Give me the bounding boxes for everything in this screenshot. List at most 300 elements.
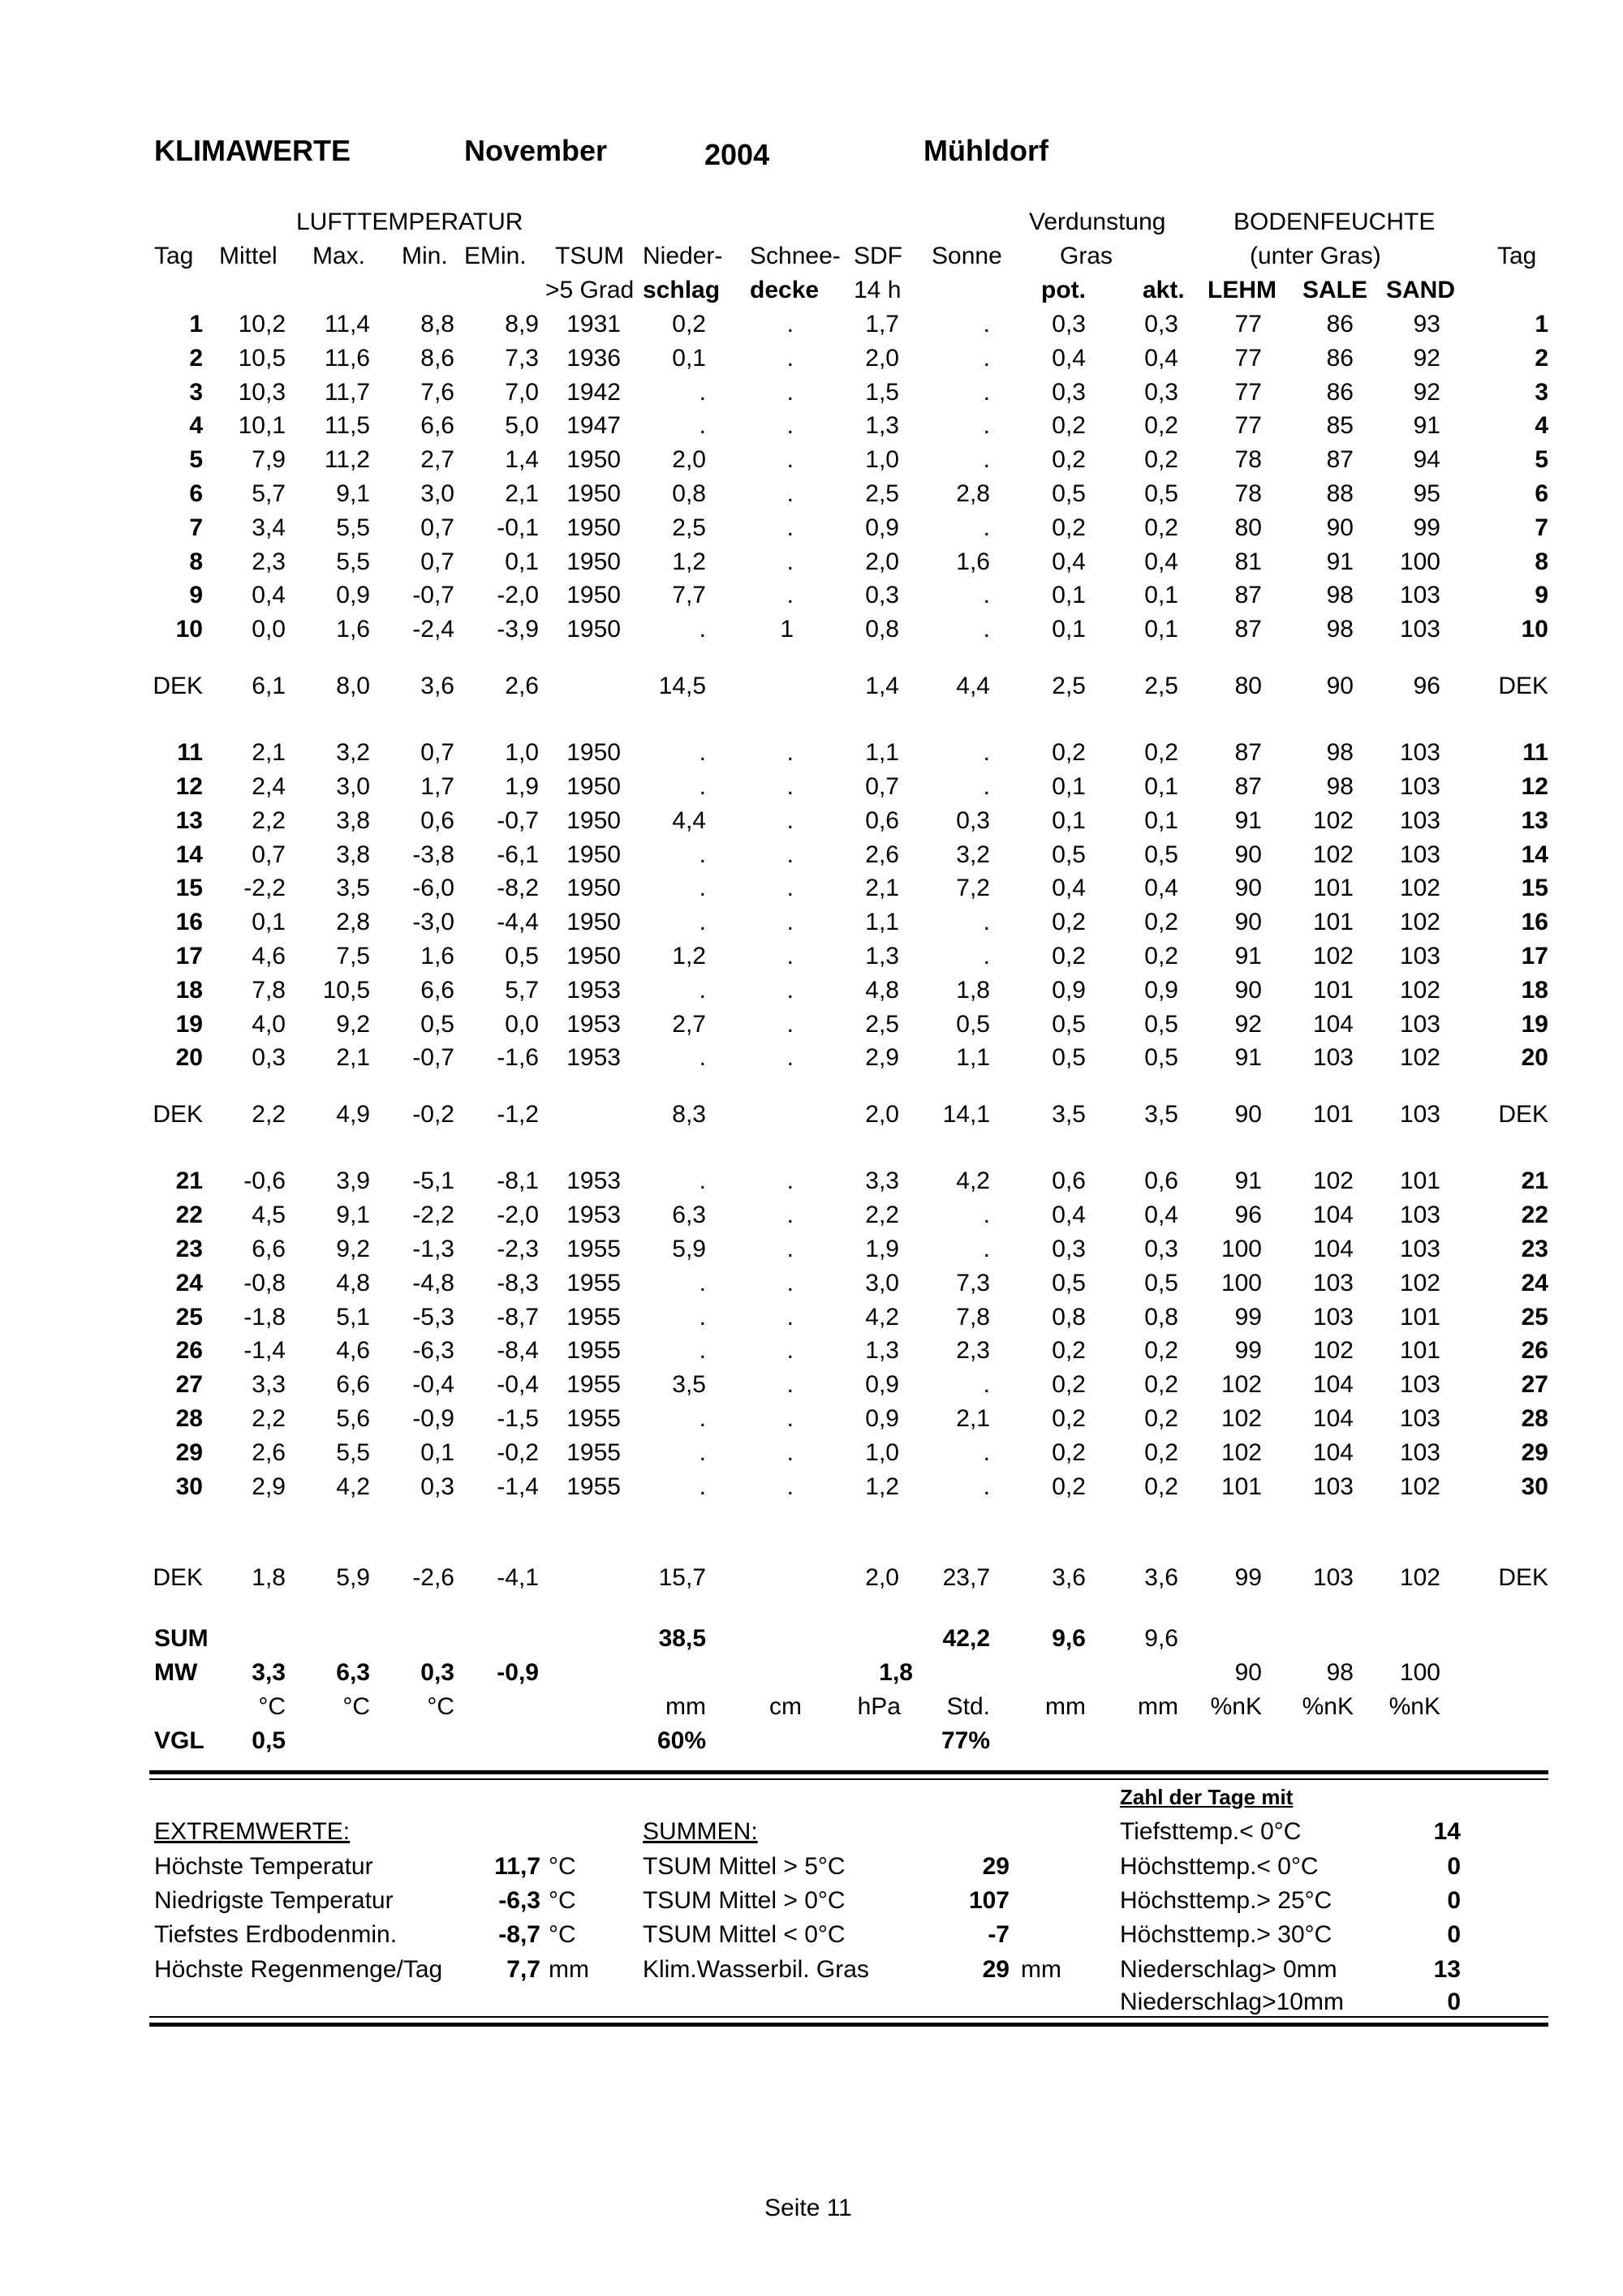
row-cell-max: 4,8: [336, 1269, 370, 1296]
row-cell-jahr: 1950: [566, 739, 621, 767]
mw-max: 6,3: [336, 1659, 370, 1686]
header-schnee: Schnee-: [750, 243, 841, 269]
header-pot: pot.: [1041, 277, 1086, 303]
row-cell-tag: 17: [175, 943, 203, 970]
row-cell-sonne: 2,3: [956, 1337, 990, 1365]
header-gras: Gras: [1060, 243, 1113, 269]
row-cell-lehm: 87: [1234, 739, 1262, 767]
row-cell-pot: 0,4: [1052, 344, 1086, 372]
row-cell-sand: 102: [1399, 1473, 1440, 1500]
tage-label: Tiefsttemp.< 0°C: [1120, 1818, 1302, 1845]
row-cell-tag: 8: [189, 548, 203, 575]
dek-cell-sonne: 4,4: [956, 673, 990, 700]
row-cell-sale: 98: [1326, 582, 1354, 609]
row-cell-sand: 93: [1413, 311, 1440, 338]
unit-akt: mm: [1138, 1693, 1178, 1720]
row-cell-min: 7,6: [420, 378, 454, 406]
dek-cell-tag-right: DEK: [1498, 1563, 1548, 1591]
row-cell-sand: 92: [1413, 344, 1440, 372]
row-cell-nieder: 0,8: [672, 480, 706, 507]
row-cell-sale: 86: [1326, 378, 1354, 406]
page-number: Seite 11: [764, 2195, 852, 2221]
row-cell-sale: 86: [1326, 344, 1354, 372]
row-cell-jahr: 1950: [566, 909, 621, 936]
dek-cell-pot: 3,6: [1052, 1563, 1086, 1591]
row-cell-pot: 0,2: [1052, 412, 1086, 440]
row-cell-nieder: .: [699, 1167, 706, 1195]
row-cell-sand: 103: [1399, 1010, 1440, 1038]
row-cell-pot: 0,2: [1052, 909, 1086, 936]
row-cell-min: 0,7: [420, 739, 454, 767]
row-cell-emin: -0,7: [497, 806, 539, 834]
row-cell-lehm: 87: [1234, 616, 1262, 643]
row-cell-tag: 20: [175, 1044, 203, 1072]
row-cell-pot: 0,2: [1052, 1473, 1086, 1500]
row-cell-akt: 0,2: [1144, 1371, 1178, 1399]
row-cell-schnee: .: [786, 514, 794, 541]
row-cell-min: -2,4: [412, 616, 454, 643]
row-cell-pot: 0,5: [1052, 1044, 1086, 1072]
mw-emin: -0,9: [497, 1659, 539, 1686]
row-cell-mittel: 7,9: [252, 446, 286, 474]
row-cell-max: 9,1: [336, 480, 370, 507]
row-cell-sdf: 1,0: [865, 1438, 899, 1466]
row-cell-sdf: 2,2: [865, 1202, 899, 1229]
row-cell-akt: 0,2: [1144, 1438, 1178, 1466]
row-cell-jahr: 1950: [566, 841, 621, 868]
header-sand: SAND: [1386, 277, 1456, 303]
dek-cell-lehm: 80: [1234, 673, 1262, 700]
tage-value: 0: [1447, 1887, 1461, 1914]
row-cell-pot: 0,2: [1052, 1371, 1086, 1399]
row-cell-mittel: 2,1: [252, 739, 286, 767]
row-cell-akt: 0,4: [1144, 1202, 1178, 1229]
row-cell-nieder: 1,2: [672, 548, 706, 575]
row-cell-mittel: 0,1: [252, 909, 286, 936]
row-cell-lehm: 102: [1220, 1371, 1262, 1399]
mw-lehm: 90: [1234, 1659, 1262, 1686]
dek-cell-akt: 3,5: [1144, 1101, 1178, 1129]
row-cell-sonne: .: [983, 344, 990, 372]
extrem-label: Tiefstes Erdbodenmin.: [154, 1921, 398, 1948]
row-cell-schnee: .: [786, 1405, 794, 1432]
dek-cell-tag: DEK: [153, 673, 203, 700]
row-cell-jahr: 1950: [566, 582, 621, 609]
dek-cell-sale: 103: [1312, 1563, 1354, 1591]
row-cell-sonne: .: [983, 311, 990, 338]
divider-top: [149, 1770, 1548, 1774]
row-cell-jahr: 1955: [566, 1337, 621, 1365]
row-cell-lehm: 91: [1234, 1044, 1262, 1072]
row-cell-sale: 101: [1312, 875, 1354, 902]
row-cell-sonne: 0,3: [956, 806, 990, 834]
row-cell-nieder: 4,4: [672, 806, 706, 834]
row-cell-min: 8,8: [420, 311, 454, 338]
row-cell-sand: 102: [1399, 875, 1440, 902]
row-cell-sonne: .: [983, 582, 990, 609]
row-cell-jahr: 1950: [566, 773, 621, 800]
row-cell-emin: 2,1: [505, 480, 539, 507]
extrem-unit: °C: [549, 1853, 576, 1880]
row-cell-tag: 2: [189, 344, 203, 372]
row-cell-jahr: 1936: [566, 344, 621, 372]
row-cell-tag-right: 27: [1521, 1371, 1548, 1399]
row-cell-emin: -2,0: [497, 1202, 539, 1229]
sum-label: SUM: [154, 1625, 209, 1652]
row-cell-jahr: 1950: [566, 616, 621, 643]
row-cell-min: -5,1: [412, 1167, 454, 1195]
row-cell-jahr: 1950: [566, 480, 621, 507]
row-cell-sand: 103: [1399, 943, 1440, 970]
row-cell-nieder: 2,0: [672, 446, 706, 474]
row-cell-sonne: .: [983, 943, 990, 970]
row-cell-min: 8,6: [420, 344, 454, 372]
row-cell-nieder: 0,2: [672, 311, 706, 338]
row-cell-tag: 28: [175, 1405, 203, 1432]
row-cell-tag-right: 26: [1521, 1337, 1548, 1365]
dek-cell-sale: 101: [1312, 1101, 1354, 1129]
row-cell-nieder: .: [699, 976, 706, 1004]
row-cell-tag-right: 30: [1521, 1473, 1548, 1500]
row-cell-min: -0,7: [412, 582, 454, 609]
sum-nieder: 38,5: [658, 1625, 706, 1652]
row-cell-pot: 0,5: [1052, 1269, 1086, 1296]
row-cell-nieder: .: [699, 773, 706, 800]
row-cell-emin: 0,0: [505, 1010, 539, 1038]
row-cell-emin: 0,1: [505, 548, 539, 575]
divider-top-thin: [149, 1778, 1548, 1780]
row-cell-sand: 102: [1399, 1269, 1440, 1296]
summen-label: TSUM Mittel < 0°C: [643, 1921, 846, 1948]
extrem-value: 7,7: [506, 1956, 540, 1983]
row-cell-lehm: 99: [1234, 1337, 1262, 1365]
row-cell-pot: 0,1: [1052, 582, 1086, 609]
extrem-unit: °C: [549, 1921, 576, 1948]
row-cell-min: 2,7: [420, 446, 454, 474]
row-cell-nieder: .: [699, 1303, 706, 1331]
header-tsum: TSUM: [555, 243, 624, 269]
dek-cell-nieder: 15,7: [658, 1563, 706, 1591]
row-cell-min: 6,6: [420, 412, 454, 440]
row-cell-schnee: .: [786, 1010, 794, 1038]
row-cell-sdf: 2,1: [865, 875, 899, 902]
row-cell-akt: 0,1: [1144, 582, 1178, 609]
row-cell-emin: -2,0: [497, 582, 539, 609]
row-cell-max: 4,6: [336, 1337, 370, 1365]
extremwerte-heading: EXTREMWERTE:: [154, 1818, 351, 1845]
row-cell-mittel: -0,6: [243, 1167, 286, 1195]
row-cell-tag: 21: [175, 1167, 203, 1195]
row-cell-akt: 0,2: [1144, 1473, 1178, 1500]
row-cell-sale: 87: [1326, 446, 1354, 474]
row-cell-mittel: 4,5: [252, 1202, 286, 1229]
row-cell-sdf: 1,9: [865, 1236, 899, 1262]
row-cell-akt: 0,2: [1144, 514, 1178, 541]
row-cell-sand: 103: [1399, 1405, 1440, 1432]
row-cell-mittel: 10,5: [238, 344, 286, 372]
vgl-sonne: 77%: [941, 1727, 990, 1754]
row-cell-sdf: 2,9: [865, 1044, 899, 1072]
header-sdf: SDF: [854, 243, 902, 269]
row-cell-schnee: .: [786, 1236, 794, 1262]
row-cell-schnee: .: [786, 446, 794, 474]
row-cell-emin: -8,2: [497, 875, 539, 902]
row-cell-nieder: .: [699, 875, 706, 902]
row-cell-pot: 0,6: [1052, 1167, 1086, 1195]
header-min: Min.: [402, 243, 448, 269]
row-cell-mittel: 0,3: [252, 1044, 286, 1072]
row-cell-sdf: 1,3: [865, 412, 899, 440]
row-cell-sale: 101: [1312, 909, 1354, 936]
vgl-nieder: 60%: [657, 1727, 706, 1754]
row-cell-sdf: 2,5: [865, 480, 899, 507]
row-cell-sand: 103: [1399, 773, 1440, 800]
row-cell-sand: 102: [1399, 909, 1440, 936]
row-cell-pot: 0,1: [1052, 773, 1086, 800]
summen-value: -7: [988, 1921, 1010, 1948]
row-cell-lehm: 91: [1234, 1167, 1262, 1195]
row-cell-tag: 1: [189, 311, 203, 338]
row-cell-emin: -2,3: [497, 1236, 539, 1262]
row-cell-nieder: 3,5: [672, 1371, 706, 1399]
header-mittel: Mittel: [219, 243, 278, 269]
row-cell-jahr: 1953: [566, 976, 621, 1004]
header-unter-gras: (unter Gras): [1250, 243, 1381, 269]
dek-cell-mittel: 6,1: [252, 673, 286, 700]
row-cell-jahr: 1950: [566, 446, 621, 474]
row-cell-min: -6,0: [412, 875, 454, 902]
row-cell-jahr: 1931: [566, 311, 621, 338]
row-cell-akt: 0,2: [1144, 1405, 1178, 1432]
row-cell-nieder: .: [699, 1438, 706, 1466]
row-cell-sale: 104: [1312, 1010, 1354, 1038]
row-cell-lehm: 80: [1234, 514, 1262, 541]
row-cell-lehm: 87: [1234, 582, 1262, 609]
row-cell-jahr: 1950: [566, 943, 621, 970]
row-cell-sand: 95: [1413, 480, 1440, 507]
row-cell-tag-right: 2: [1535, 344, 1548, 372]
sum-sonne: 42,2: [942, 1625, 990, 1652]
row-cell-sale: 88: [1326, 480, 1354, 507]
row-cell-tag-right: 5: [1535, 446, 1548, 474]
dek-cell-sand: 103: [1399, 1101, 1440, 1129]
row-cell-sale: 103: [1312, 1303, 1354, 1331]
row-cell-pot: 0,1: [1052, 806, 1086, 834]
row-cell-mittel: 2,9: [252, 1473, 286, 1500]
tage-value: 14: [1433, 1818, 1461, 1845]
row-cell-min: -5,3: [412, 1303, 454, 1331]
row-cell-mittel: 3,4: [252, 514, 286, 541]
row-cell-sale: 98: [1326, 616, 1354, 643]
row-cell-tag-right: 4: [1535, 412, 1548, 440]
row-cell-sand: 103: [1399, 616, 1440, 643]
summen-label: Klim.Wasserbil. Gras: [643, 1956, 869, 1983]
dek-cell-emin: -4,1: [497, 1563, 539, 1591]
row-cell-sale: 104: [1312, 1371, 1354, 1399]
row-cell-akt: 0,3: [1144, 1236, 1178, 1262]
row-cell-sdf: 1,5: [865, 378, 899, 406]
dek-cell-nieder: 14,5: [658, 673, 706, 700]
row-cell-sdf: 4,8: [865, 976, 899, 1004]
row-cell-schnee: .: [786, 548, 794, 575]
dek-cell-max: 8,0: [336, 673, 370, 700]
row-cell-tag-right: 16: [1521, 909, 1548, 936]
row-cell-min: -0,4: [412, 1371, 454, 1399]
row-cell-sand: 103: [1399, 1438, 1440, 1466]
row-cell-jahr: 1953: [566, 1044, 621, 1072]
row-cell-mittel: 0,7: [252, 841, 286, 868]
header-tag-right: Tag: [1497, 243, 1537, 269]
row-cell-schnee: .: [786, 378, 794, 406]
row-cell-akt: 0,1: [1144, 773, 1178, 800]
row-cell-sonne: .: [983, 616, 990, 643]
row-cell-jahr: 1950: [566, 806, 621, 834]
row-cell-pot: 0,2: [1052, 1337, 1086, 1365]
row-cell-akt: 0,2: [1144, 909, 1178, 936]
row-cell-tag-right: 21: [1521, 1167, 1548, 1195]
row-cell-nieder: .: [699, 739, 706, 767]
dek-cell-emin: -1,2: [497, 1101, 539, 1129]
row-cell-schnee: .: [786, 773, 794, 800]
row-cell-nieder: .: [699, 378, 706, 406]
row-cell-nieder: 6,3: [672, 1202, 706, 1229]
row-cell-max: 3,8: [336, 841, 370, 868]
row-cell-lehm: 99: [1234, 1303, 1262, 1331]
dek-cell-sdf: 2,0: [865, 1563, 899, 1591]
row-cell-sand: 103: [1399, 739, 1440, 767]
row-cell-sdf: 2,0: [865, 548, 899, 575]
row-cell-akt: 0,4: [1144, 344, 1178, 372]
row-cell-sale: 90: [1326, 514, 1354, 541]
row-cell-max: 5,5: [336, 1438, 370, 1466]
row-cell-akt: 0,5: [1144, 1044, 1178, 1072]
summen-value: 29: [982, 1956, 1010, 1983]
row-cell-mittel: 7,8: [252, 976, 286, 1004]
row-cell-max: 6,6: [336, 1371, 370, 1399]
row-cell-max: 3,0: [336, 773, 370, 800]
row-cell-tag: 11: [177, 739, 203, 767]
row-cell-max: 5,6: [336, 1405, 370, 1432]
row-cell-min: 6,6: [420, 976, 454, 1004]
row-cell-lehm: 77: [1234, 378, 1262, 406]
row-cell-sdf: 0,7: [865, 773, 899, 800]
row-cell-jahr: 1955: [566, 1236, 621, 1262]
row-cell-mittel: 3,3: [252, 1371, 286, 1399]
row-cell-jahr: 1942: [566, 378, 621, 406]
row-cell-sale: 102: [1312, 806, 1354, 834]
row-cell-sand: 102: [1399, 976, 1440, 1004]
row-cell-tag: 24: [175, 1269, 203, 1296]
row-cell-jahr: 1953: [566, 1010, 621, 1038]
row-cell-tag: 25: [175, 1303, 203, 1331]
row-cell-sonne: .: [983, 1438, 990, 1466]
row-cell-pot: 0,1: [1052, 616, 1086, 643]
header-group-lufttemperatur: LUFTTEMPERATUR: [296, 209, 523, 235]
row-cell-schnee: .: [786, 943, 794, 970]
row-cell-sdf: 0,8: [865, 616, 899, 643]
row-cell-sonne: 2,8: [956, 480, 990, 507]
summen-value: 107: [968, 1887, 1010, 1914]
row-cell-lehm: 90: [1234, 875, 1262, 902]
row-cell-akt: 0,5: [1144, 1010, 1178, 1038]
row-cell-schnee: .: [786, 311, 794, 338]
row-cell-sale: 103: [1312, 1473, 1354, 1500]
row-cell-sale: 104: [1312, 1236, 1354, 1262]
row-cell-sand: 94: [1413, 446, 1440, 474]
row-cell-mittel: 4,6: [252, 943, 286, 970]
row-cell-pot: 0,8: [1052, 1303, 1086, 1331]
row-cell-max: 2,8: [336, 909, 370, 936]
row-cell-sale: 101: [1312, 976, 1354, 1004]
row-cell-sand: 103: [1399, 806, 1440, 834]
dek-cell-sdf: 1,4: [865, 673, 899, 700]
row-cell-sdf: 4,2: [865, 1303, 899, 1331]
row-cell-pot: 0,2: [1052, 1438, 1086, 1466]
row-cell-mittel: -1,4: [243, 1337, 286, 1365]
row-cell-sdf: 0,9: [865, 1371, 899, 1399]
tage-value: 0: [1447, 1853, 1461, 1880]
row-cell-nieder: 0,1: [672, 344, 706, 372]
row-cell-sale: 104: [1312, 1405, 1354, 1432]
row-cell-schnee: .: [786, 412, 794, 440]
vgl-label: VGL: [154, 1727, 204, 1754]
row-cell-lehm: 77: [1234, 311, 1262, 338]
row-cell-lehm: 92: [1234, 1010, 1262, 1038]
row-cell-sonne: 3,2: [956, 841, 990, 868]
row-cell-max: 0,9: [336, 582, 370, 609]
extrem-value: -8,7: [498, 1921, 540, 1948]
unit-lehm: %nK: [1210, 1693, 1262, 1720]
row-cell-sonne: 1,8: [956, 976, 990, 1004]
row-cell-max: 2,1: [336, 1044, 370, 1072]
row-cell-jahr: 1955: [566, 1371, 621, 1399]
row-cell-akt: 0,3: [1144, 311, 1178, 338]
row-cell-sale: 98: [1326, 773, 1354, 800]
row-cell-emin: 1,0: [505, 739, 539, 767]
dek-cell-emin: 2,6: [505, 673, 539, 700]
row-cell-sdf: 2,0: [865, 344, 899, 372]
row-cell-sonne: .: [983, 739, 990, 767]
row-cell-min: -3,8: [412, 841, 454, 868]
row-cell-akt: 0,9: [1144, 976, 1178, 1004]
row-cell-max: 11,6: [324, 344, 370, 372]
tage-label: Höchsttemp.> 25°C: [1120, 1887, 1332, 1914]
row-cell-emin: 0,5: [505, 943, 539, 970]
title-year: 2004: [704, 138, 770, 171]
row-cell-max: 5,5: [336, 514, 370, 541]
row-cell-min: -0,9: [412, 1405, 454, 1432]
sum-pot: 9,6: [1052, 1625, 1086, 1652]
row-cell-pot: 0,2: [1052, 446, 1086, 474]
row-cell-jahr: 1950: [566, 548, 621, 575]
row-cell-min: 0,5: [420, 1010, 454, 1038]
header-nieder-sub: schlag: [643, 277, 721, 303]
dek-cell-sale: 90: [1326, 673, 1354, 700]
row-cell-sonne: .: [983, 1236, 990, 1262]
row-cell-sdf: 0,3: [865, 582, 899, 609]
row-cell-emin: 1,4: [505, 446, 539, 474]
unit-sonne: Std.: [946, 1693, 990, 1720]
row-cell-mittel: 2,3: [252, 548, 286, 575]
row-cell-max: 9,1: [336, 1202, 370, 1229]
row-cell-sale: 103: [1312, 1269, 1354, 1296]
row-cell-sonne: 1,1: [956, 1044, 990, 1072]
extrem-value: 11,7: [494, 1853, 540, 1880]
row-cell-schnee: .: [786, 976, 794, 1004]
row-cell-pot: 0,5: [1052, 1010, 1086, 1038]
row-cell-tag: 5: [189, 446, 203, 474]
row-cell-sdf: 1,1: [865, 739, 899, 767]
